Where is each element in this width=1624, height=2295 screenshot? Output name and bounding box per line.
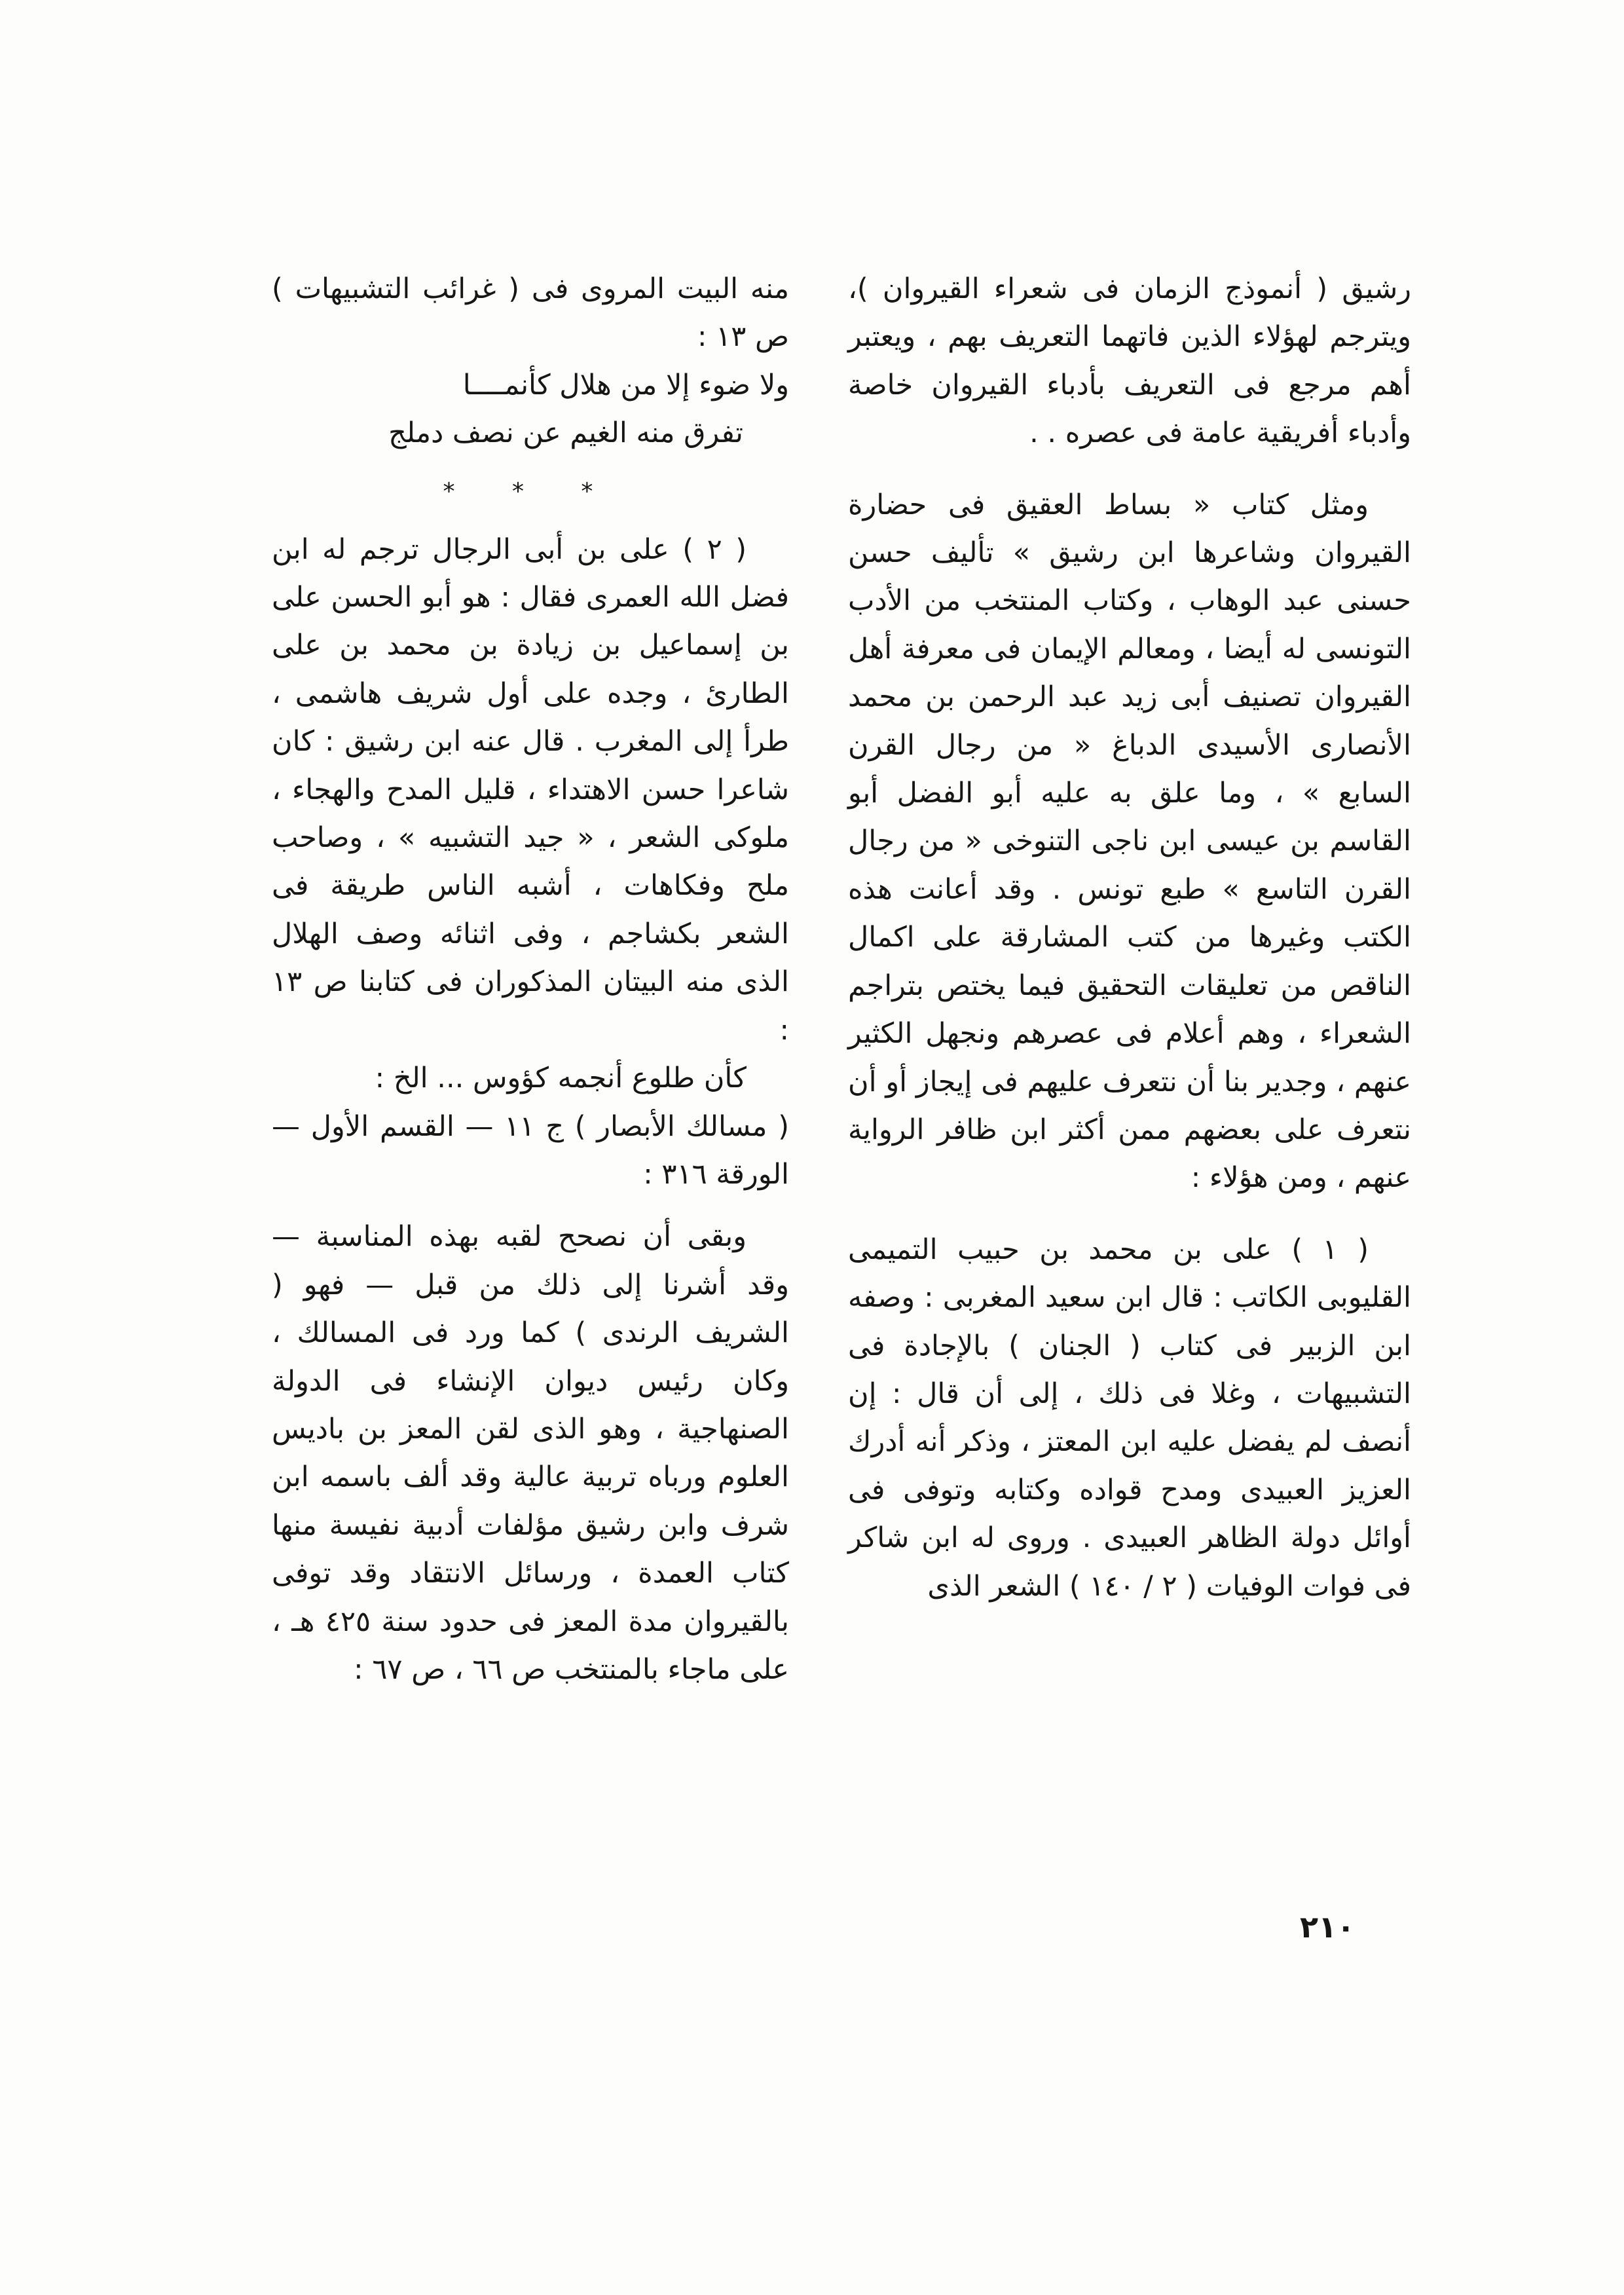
verse-line-1: ولا ضوء إلا من هلال كأنمــــا (462, 368, 789, 401)
right-text-column (848, 265, 1411, 1611)
page-number: ٢١٠ (1300, 1909, 1356, 1945)
left-text-column (272, 265, 789, 1694)
paragraph-entry-2: ( ٢ ) على بن أبى الرجال ترجم له ابن فضل الله العمرى فقال : هو أبو الحسن على بن إسماعيل بن زيادة بن محمد بن على الطارئ ، وجده على أول شريف هاشمى ، طرأ إلى المغرب . قال عنه ابن رشيق : كان شاعرا حسن الاهتداء ، قليل المدح والهجاء ، ملوكى الشعر ، « جيد التشبيه » ، وصاحب ملح وفكاهات ، أشبه الناس طريقة فى الشعر بكشاجم ، وفى اثنائه وصف الهلال الذى منه البيتان المذكوران فى كتابنا ص ١٣ : (272, 532, 789, 1047)
paragraph-sources: ومثل كتاب « بساط العقيق فى حضارة القيروان وشاعرها ابن رشيق » تأليف حسن حسنى عبد الوهاب ، وكتاب المنتخب من الأدب التونسى له أيضا ، ومعالم الإيمان فى معرفة أهل القيروان تصنيف أبى زيد عبد الرحمن بن محمد الأنصارى الأسيدى الدباغ « من رجال القرن السابع » ، وما علق به عليه أبو الفضل أبو القاسم بن عيسى ابن ناجى التنوخى « من رجال القرن التاسع » طبع تونس . وقد أعانت هذه الكتب وغيرها من كتب المشارقة على اكمال الناقص من تعليقات التحقيق فيما يختص بتراجم الشعراء ، وهم أعلام فى عصرهم ونجهل الكثير عنهم ، وجدير بنا أن نتعرف عليهم فى إيجاز أو أن نتعرف على بعضهم ممن أكثر ابن ظافر الرواية عنهم ، ومن هؤلاء : (848, 488, 1411, 1195)
verse-quote: كأن طلوع أنجمه كؤوس ... الخ : (375, 1062, 747, 1095)
paragraph-entry-1: ( ١ ) على بن محمد بن حبيب التميمى القليوبى الكاتب : قال ابن سعيد المغربى : وصفه ابن الزبير فى كتاب ( الجنان ) بالإجادة فى التشبيهات ، وغلا فى ذلك ، إلى أن قال : إن أنصف لم يفضل عليه ابن المعتز ، وذكر أنه أدرك العزيز العبيدى ومدح قواده وكتابه وتوفى فى أوائل دولة الظاهر العبيدى . وروى له ابن شاكر فى فوات الوفيات ( ٢ / ١٤٠ ) الشعر الذى (848, 1233, 1411, 1603)
section-separator: * * * (443, 477, 618, 505)
paragraph-verse-intro: منه البيت المروى فى ( غرائب التشبيهات ) ص ١٣ : (272, 272, 789, 354)
source-citation: ( مسالك الأبصار ) ج ١١ — القسم الأول — الورقة ٣١٦ : (272, 1110, 789, 1191)
paragraph-intro-continuation: رشيق ( أنموذج الزمان فى شعراء القيروان )، ويترجم لهؤلاء الذين فاتهما التعريف بهم ، ويعتبر أهم مرجع فى التعريف بأدباء القيروان خاصة وأدباء أفريقية عامة فى عصره . . (848, 272, 1411, 450)
paragraph-correction: وبقى أن نصحح لقبه بهذه المناسبة — وقد أشرنا إلى ذلك من قبل — فهو ( الشريف الرندى ) كما ورد فى المسالك ، وكان رئيس ديوان الإنشاء فى الدولة الصنهاجية ، وهو الذى لقن المعز بن باديس العلوم ورباه تربية عالية وقد ألف باسمه ابن شرف وابن رشيق مؤلفات أدبية نفيسة منها كتاب العمدة ، ورسائل الانتقاد وقد توفى بالقيروان مدة المعز فى حدود سنة ٤٢٥ هـ ، على ماجاء بالمنتخب ص ٦٦ ، ص ٦٧ : (272, 1220, 789, 1686)
verse-line-2: تفرق منه الغيم عن نصف دملج (388, 417, 743, 450)
